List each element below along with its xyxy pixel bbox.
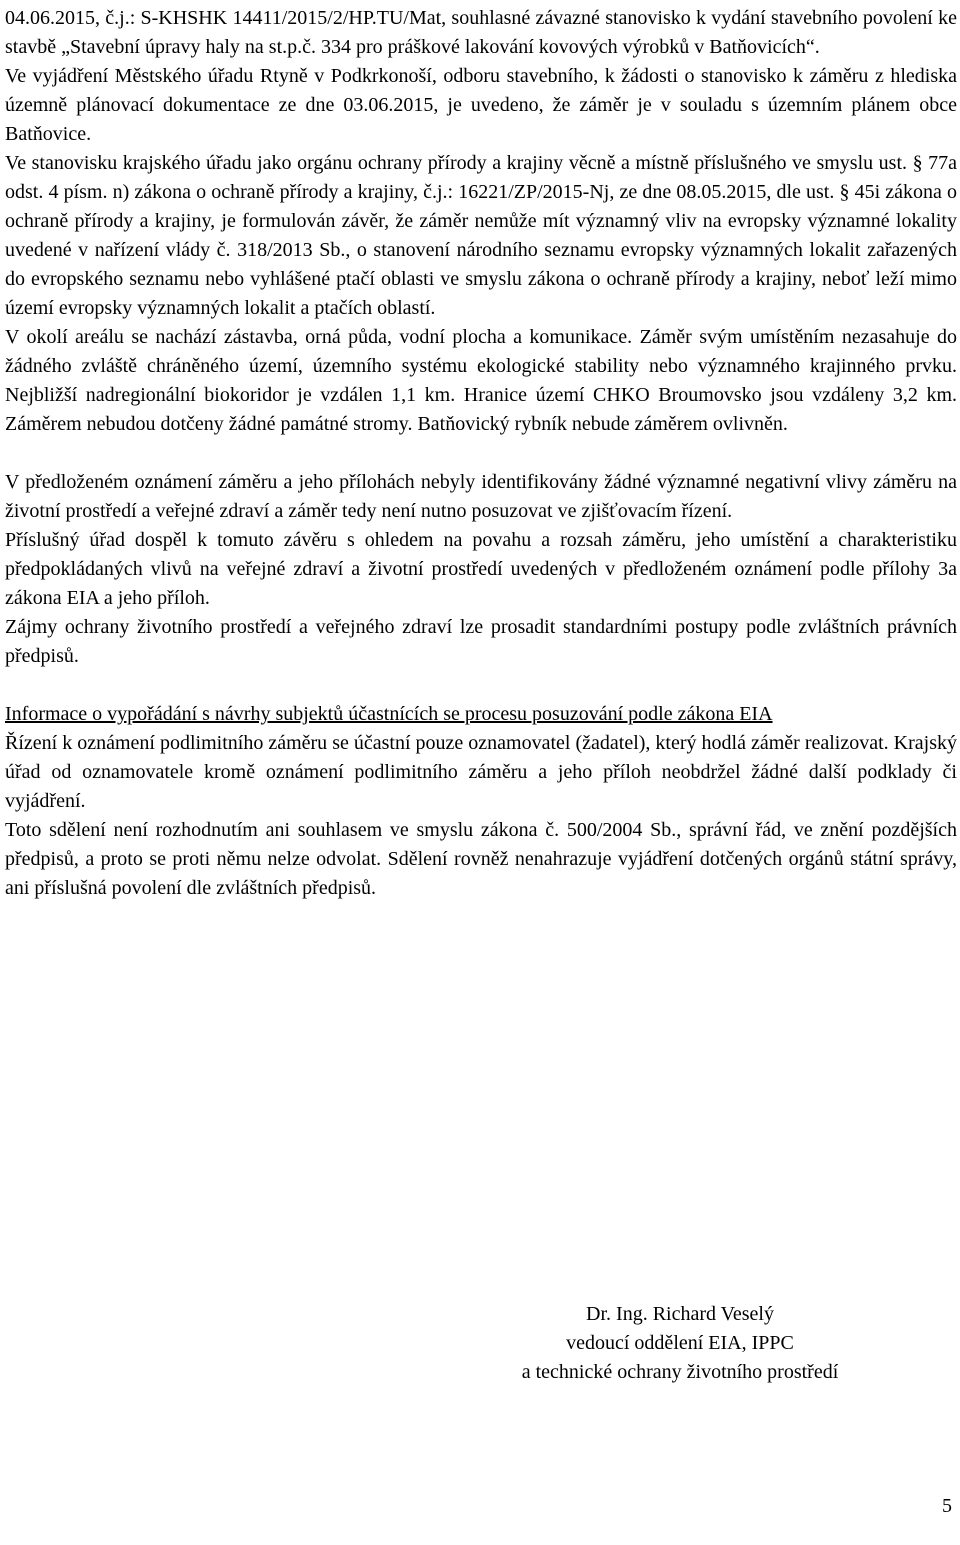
paragraph-spacer: [5, 439, 957, 468]
paragraph-spacer: [5, 671, 957, 700]
paragraph-site-surroundings: V okolí areálu se nachází zástavba, orná půda, vodní plocha a komunikace. Záměr svým umístěním nezasahuje do žádného zvláště chráněného území, územního systému ekologické stability nebo významného krajinného prvku. Nejbližší nadregionální biokoridor je vzdálen 1,1 km. Hranice území CHKO Broumovsko jsou vzdáleny 3,2 km. Záměrem nebudou dotčeny žádné památné stromy. Batňovický rybník nebude záměrem ovlivněn.: [5, 326, 957, 435]
section-heading: Informace o vypořádání s návrhy subjektů účastnících se procesu posuzování podle zákona EIA: [5, 703, 773, 725]
signatory-name: Dr. Ing. Richard Veselý: [586, 1303, 774, 1325]
page-number: 5: [942, 1495, 952, 1517]
signature-block: [440, 1300, 920, 1387]
paragraph-participants: Řízení k oznámení podlimitního záměru se účastní pouze oznamovatel (žadatel), který hodlá záměr realizovat. Krajský úřad od oznamovatele kromě oznámení podlimitního záměru a jeho příloh neobdržel žádné další podklady či vyjádření.: [5, 732, 957, 812]
signatory-title-line-1: vedoucí oddělení EIA, IPPC: [566, 1332, 794, 1354]
paragraph-nature-protection-opinion: Ve stanovisku krajského úřadu jako orgánu ochrany přírody a krajiny věcně a místně příslušného ve smyslu ust. § 77a odst. 4 písm. n) zákona o ochraně přírody a krajiny, č.j.: 16221/ZP/2015-Nj, ze dne 08.05.2015, dle ust. § 45i zákona o ochraně přírody a krajiny, je formulován závěr, že záměr nemůže mít významný vliv na evropsky významné lokality uvedené v nařízení vlády č. 318/2013 Sb., o stanovení národního seznamu evropsky významných lokalit zařazených do evropského seznamu nebo vyhlášené ptačí oblasti ve smyslu zákona o ochraně přírody a krajiny, neboť leží mimo území evropsky významných lokalit a ptačích oblastí.: [5, 152, 957, 319]
paragraph-legal-notice: Toto sdělení není rozhodnutím ani souhlasem ve smyslu zákona č. 500/2004 Sb., správní řád, ve znění pozdějších předpisů, a proto se proti němu nelze odvolat. Sdělení rovněž nenahrazuje vyjádření dotčených orgánů státní správy, ani příslušná povolení dle zvláštních předpisů.: [5, 819, 957, 899]
paragraph-protection-interests: Zájmy ochrany životního prostředí a veřejného zdraví lze prosadit standardními postupy podle zvláštních právních předpisů.: [5, 616, 957, 667]
paragraph-reasoning: Příslušný úřad dospěl k tomuto závěru s ohledem na povahu a rozsah záměru, jeho umístění a charakteristiku předpokládaných vlivů na veřejné zdraví a životní prostředí uvedených v předloženém oznámení podle přílohy 3a zákona EIA a jeho příloh.: [5, 529, 957, 609]
paragraph-conclusion: V předloženém oznámení záměru a jeho přílohách nebyly identifikovány žádné významné negativní vlivy záměru na životní prostředí a veřejné zdraví a záměr tedy není nutno posuzovat ve zjišťovacím řízení.: [5, 471, 957, 522]
paragraph-previous-opinion: 04.06.2015, č.j.: S-KHSHK 14411/2015/2/HP.TU/Mat, souhlasné závazné stanovisko k vydání stavebního povolení ke stavbě „Stavební úpravy haly na st.p.č. 334 pro práškové lakování kovových výrobků v Batňovicích“.: [5, 7, 957, 58]
document-body: [5, 4, 957, 903]
signatory-title-line-2: a technické ochrany životního prostředí: [521, 1361, 839, 1383]
paragraph-municipal-statement: Ve vyjádření Městského úřadu Rtyně v Podkrkonoší, odboru stavebního, k žádosti o stanovisko k záměru z hlediska územně plánovací dokumentace ze dne 03.06.2015, je uvedeno, že záměr je v souladu s územním plánem obce Batňovice.: [5, 65, 957, 145]
